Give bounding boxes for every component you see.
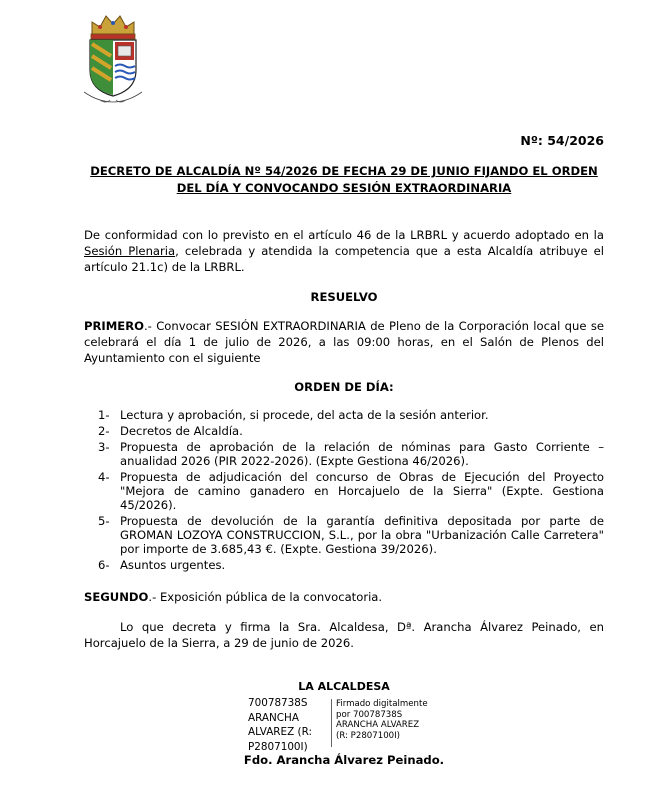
agenda-item-number: 4- <box>98 470 110 484</box>
signature-name-block: 70078738S ARANCHA ALVAREZ (R: P2807100I) <box>248 697 312 753</box>
agenda-item <box>98 440 604 468</box>
sesion-plenaria-link[interactable]: Sesión Plenaria <box>84 243 176 258</box>
agenda-item-text: Propuesta de devolución de la garantía definitiva depositada por parte de GROMAN LOZOYA CONSTRUCCION, S.L., por la obra "Urbanización Calle Carretera" por importe de 3.685,43 €. (Expte. Gestiona 39/2026). <box>120 514 604 556</box>
intro-paragraph: De conformidad con lo previsto en el artículo 46 de la LRBRL y acuerdo adoptado en la Sesión Plenaria, celebrada y atendida la competencia que a esta Alcaldía atribuye el artículo 21.1c) de la LRBRL. <box>84 228 604 274</box>
agenda-item <box>98 408 604 422</box>
orden-heading: ORDEN DE DÍA: <box>294 380 394 394</box>
signature-role: LA ALCALDESA <box>298 680 390 693</box>
primero-label: PRIMERO <box>84 319 144 333</box>
decree-number: Nº: 54/2026 <box>520 133 604 148</box>
agenda-item-number: 6- <box>98 558 110 572</box>
title-line: DECRETO DE ALCALDÍA Nº 54/2026 DE FECHA 29 DE JUNIO FIJANDO EL ORDEN <box>90 164 598 178</box>
agenda-item-text: Propuesta de aprobación de la relación de nóminas para Gasto Corriente – anualidad 2026 (PIR 2022-2026). (Expte Gestiona 46/2026). <box>120 440 604 468</box>
decree-title <box>84 163 604 197</box>
signatory-name: Fdo. Arancha Álvarez Peinado. <box>243 753 445 767</box>
agenda-item <box>98 424 604 438</box>
segundo-paragraph: SEGUNDO.- Exposición pública de la convocatoria. <box>84 590 383 604</box>
resuelvo-heading: RESUELVO <box>310 290 378 304</box>
agenda-item-number: 5- <box>98 514 110 528</box>
digital-signature-stamp: Firmado digitalmente por 70078738S ARANCHA ALVAREZ (R: P2807100I) <box>331 699 454 747</box>
segundo-label: SEGUNDO <box>84 590 149 604</box>
agenda-item-text: Decretos de Alcaldía. <box>120 424 243 438</box>
agenda-item-number: 2- <box>98 424 110 438</box>
agenda-item-text: Lectura y aprobación, si procede, del acta de la sesión anterior. <box>120 408 489 422</box>
agenda-item-number: 1- <box>98 408 110 422</box>
agenda-item-text: Propuesta de adjudicación del concurso de Obras de Ejecución del Proyecto "Mejora de camino ganadero en Horcajuelo de la Sierra" (Expte. Gestiona 45/2026). <box>120 470 604 512</box>
primero-paragraph: PRIMERO.- Convocar SESIÓN EXTRAORDINARIA de Pleno de la Corporación local que se celebrará el día 1 de julio de 2026, a las 09:00 horas, en el Salón de Plenos del Ayuntamiento con el siguiente <box>84 319 604 365</box>
closing-paragraph: Lo que decreta y firma la Sra. Alcaldesa, Dª. Arancha Álvarez Peinado, en Horcajuelo de la Sierra, a 29 de junio de 2026. <box>84 620 604 650</box>
agenda-item <box>98 514 604 556</box>
agenda-item <box>98 470 604 512</box>
coat-of-arms-icon <box>80 8 146 112</box>
agenda-item-number: 3- <box>98 440 110 454</box>
agenda-item <box>98 558 604 572</box>
agenda-list <box>98 408 604 574</box>
agenda-item-text: Asuntos urgentes. <box>120 558 226 572</box>
title-line: DEL DÍA Y CONVOCANDO SESIÓN EXTRAORDINARIA <box>176 181 512 195</box>
